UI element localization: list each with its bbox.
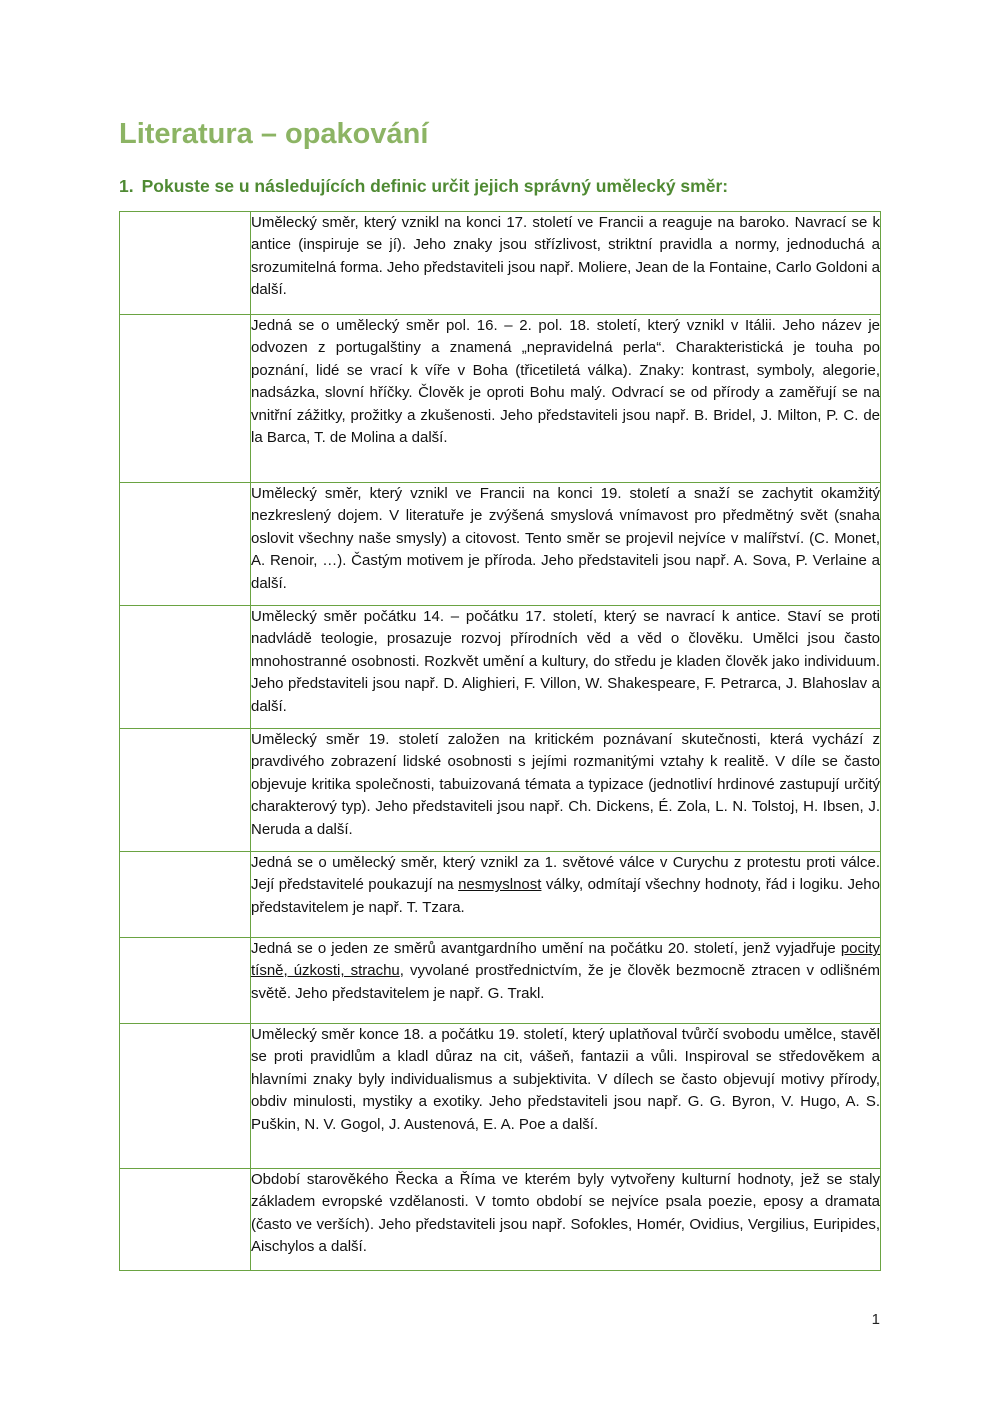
definition-cell: Umělecký směr, který vznikl ve Francii na konci 19. století a snaží se zachytit okamžitý nezkreslený dojem. V literatuře je zvýšená smyslová vnímavost pro předmětný svět (snaha oslovit všechny naše smysly) a citovost. Tento směr se projevil nejvíce v malířství. (C. Monet, A. Renoir, …). Častým motivem je příroda. Jeho představiteli jsou např. A. Sova, P. Verlaine a další. [251, 483, 881, 606]
answer-cell[interactable] [120, 606, 251, 729]
definition-cell: Umělecký směr počátku 14. – počátku 17. století, který se navrací k antice. Staví se proti nadvládě teologie, prosazuje rozvoj přírodních věd a věd o člověku. Umělci jsou často mnohostranné osobnosti. Rozkvět umění a kultury, do středu je kladen člověk jako individuum. Jeho představiteli jsou např. D. Alighieri, F. Villon, W. Shakespeare, F. Petrarca, J. Blahoslav a další. [251, 606, 881, 729]
definition-text: Jedná se o umělecký směr, který vznikl za 1. světové válce v Curychu z protestu proti válce. Její představitelé poukazují na [251, 854, 880, 894]
definition-text: války, odmítají všechny hodnoty, řád i logiku. Jeho představitelem je např. T. Tzara. [251, 876, 880, 916]
page-title: Literatura – opakování [119, 118, 429, 150]
table-row [120, 1169, 881, 1271]
answer-cell[interactable] [120, 1169, 251, 1271]
definition-cell: Umělecký směr 19. století založen na kritickém poznávaní skutečnosti, která vychází z pravdivého zobrazení lidské osobnosti s jejími rozmanitými vztahy k realitě. V díle se často objevuje kritika společnosti, tabuizovaná témata a typizace (jednotliví hrdinové zastupují určitý charakterový typ). Jeho představiteli jsou např. Ch. Dickens, É. Zola, L. N. Tolstoj, H. Ibsen, J. Neruda a další. [251, 729, 881, 852]
definition-cell [251, 852, 881, 938]
page-number: 1 [871, 1311, 880, 1328]
question-number: 1. [119, 176, 134, 196]
answer-cell[interactable] [120, 1024, 251, 1169]
table-row [120, 483, 881, 606]
definition-cell: Umělecký směr konce 18. a počátku 19. století, který uplatňoval tvůrčí svobodu umělce, stavěl se proti pravidlům a kladl důraz na cit, vášeň, fantazii a vůli. Inspiroval se středověkem a hlavními znaky byly individualismus a subjektivita. V dílech se často objevují motivy přírody, obdiv minulosti, mystiky a exotiky. Jeho představiteli jsou např. G. G. Byron, V. Hugo, A. S. Puškin, N. V. Gogol, J. Austenová, E. A. Poe a další. [251, 1024, 881, 1169]
table-row [120, 852, 881, 938]
definition-cell: Umělecký směr, který vznikl na konci 17. století ve Francii a reaguje na baroko. Navrací se k antice (inspiruje se jí). Jeho znaky jsou střízlivost, striktní pravidla a normy, jednoduchá a srozumitelná forma. Jeho představiteli jsou např. Moliere, Jean de la Fontaine, Carlo Goldoni a další. [251, 212, 881, 315]
definition-text: Jedná se o jeden ze směrů avantgardního umění na počátku 20. století, jenž vyjadřuje [251, 940, 841, 957]
question-text: Pokuste se u následujících definic určit jejich správný umělecký směr: [141, 176, 729, 196]
table-row [120, 606, 881, 729]
answer-cell[interactable] [120, 212, 251, 315]
answer-cell[interactable] [120, 938, 251, 1024]
underlined-phrase: pocity tísně, úzkosti, strachu [251, 940, 880, 980]
table-row [120, 1024, 881, 1169]
answer-cell[interactable] [120, 729, 251, 852]
table-row [120, 729, 881, 852]
definition-cell: Období starověkého Řecka a Říma ve kterém byly vytvořeny kulturní hodnoty, jež se staly základem evropské vzdělanosti. V tomto období se nejvíce psala poezie, eposy a dramata (často ve verších). Jeho představiteli jsou např. Sofokles, Homér, Ovidius, Vergilius, Euripides, Aischylos a další. [251, 1169, 881, 1271]
question-heading [119, 176, 728, 197]
answer-cell[interactable] [120, 315, 251, 483]
table-row [120, 315, 881, 483]
definitions-table [119, 211, 881, 1271]
answer-cell[interactable] [120, 483, 251, 606]
definition-cell: Jedná se o umělecký směr pol. 16. – 2. pol. 18. století, který vznikl v Itálii. Jeho název je odvozen z portugalštiny a znamená „nepravidelná perla“. Charakteristická je touha po poznání, lidé se vrací k víře v Boha (třicetiletá válka). Znaky: kontrast, symboly, alegorie, nadsázka, slovní hříčky. Člověk je oproti Bohu malý. Odvrací se od přírody a zaměřují se na vnitřní zážitky, prožitky a zkušenosti. Jeho představiteli jsou např. B. Bridel, J. Milton, P. C. de la Barca, T. de Molina a další. [251, 315, 881, 483]
table-row [120, 938, 881, 1024]
underlined-phrase: nesmyslnost [458, 876, 542, 894]
answer-cell[interactable] [120, 852, 251, 938]
table-row [120, 212, 881, 315]
definition-text: , vyvolané prostřednictvím, že je člověk bezmocně ztracen v odlišném světě. Jeho představitelem je např. G. Trakl. [251, 962, 880, 1002]
definition-cell [251, 938, 881, 1024]
